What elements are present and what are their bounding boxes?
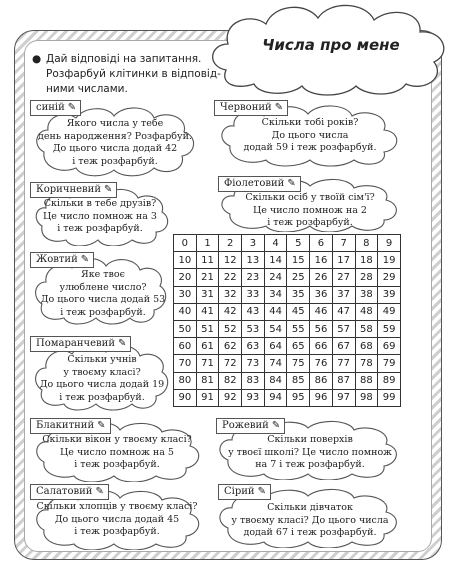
grid-cell[interactable]: 21 (196, 269, 219, 286)
label-text: Червоний (220, 102, 272, 113)
question-line: До цього числа (271, 129, 349, 141)
question-line: Скільки осіб у твоїй сім'ї? (245, 192, 375, 203)
grid-cell[interactable]: 22 (219, 269, 242, 286)
grid-cell[interactable]: 14 (264, 252, 287, 269)
grid-cell[interactable]: 40 (174, 303, 197, 320)
question-line: Скільки хлопців у твоєму класі? (36, 501, 198, 512)
label-text: Фіолетовий (224, 178, 285, 189)
grid-cell[interactable]: 90 (174, 389, 197, 406)
grid-row (174, 338, 401, 355)
grid-cell[interactable]: 43 (242, 303, 265, 320)
grid-cell[interactable]: 83 (242, 372, 265, 389)
grid-cell[interactable]: 78 (355, 355, 378, 372)
grid-cell[interactable]: 9 (378, 235, 401, 252)
pencil-icon: ✎ (80, 254, 90, 265)
grid-cell[interactable]: 54 (264, 320, 287, 337)
grid-cell[interactable]: 86 (310, 372, 333, 389)
grid-cell[interactable]: 62 (219, 338, 242, 355)
question-line: Це число помнож на 5 (60, 446, 174, 458)
label-text: Помаранчевий (36, 338, 115, 349)
grid-cell[interactable]: 89 (378, 372, 401, 389)
color-label-yellow (30, 252, 94, 268)
grid-cell[interactable]: 56 (310, 320, 333, 337)
question-text (34, 501, 200, 539)
intro-line-1: Дай відповіді на запитання. (46, 53, 202, 65)
label-text: синій (36, 102, 65, 113)
question-line: До цього числа додай 53 (40, 294, 166, 305)
grid-cell[interactable]: 80 (174, 372, 197, 389)
grid-cell[interactable]: 92 (219, 389, 242, 406)
grid-cell[interactable]: 58 (355, 320, 378, 337)
grid-cell[interactable]: 53 (242, 320, 265, 337)
grid-cell[interactable]: 10 (174, 252, 197, 269)
intro-instructions (34, 52, 234, 97)
grid-cell[interactable]: 49 (378, 303, 401, 320)
grid-cell[interactable]: 57 (332, 320, 355, 337)
grid-cell[interactable]: 44 (264, 303, 287, 320)
grid-cell[interactable]: 11 (196, 252, 219, 269)
task-violet (214, 176, 404, 232)
grid-cell[interactable]: 25 (287, 269, 310, 286)
label-text: Салатовий (36, 486, 93, 497)
grid-cell[interactable]: 82 (219, 372, 242, 389)
intro-line-2: Розфарбуй клітинки в відповід- (46, 68, 221, 80)
question-line: Скільки тобі років? (261, 117, 359, 128)
grid-cell[interactable]: 42 (219, 303, 242, 320)
pencil-icon: ✎ (118, 338, 127, 349)
grid-cell[interactable]: 26 (310, 269, 333, 286)
grid-cell[interactable]: 36 (310, 286, 333, 303)
grid-cell[interactable]: 79 (378, 355, 401, 372)
grid-cell[interactable]: 88 (355, 372, 378, 389)
grid-cell[interactable]: 20 (174, 269, 197, 286)
grid-cell[interactable]: 47 (332, 303, 355, 320)
grid-cell[interactable]: 93 (242, 389, 265, 406)
question-line: До цього числа додай 19 (39, 379, 165, 390)
pencil-icon: ✎ (287, 178, 296, 189)
question-text (218, 502, 402, 540)
grid-cell[interactable]: 45 (287, 303, 310, 320)
grid-cell[interactable]: 34 (264, 286, 287, 303)
grid-cell[interactable]: 74 (264, 355, 287, 372)
question-line: на 7 і теж розфарбуй. (255, 459, 365, 470)
question-line: у твоєї школі? Це число помнож (228, 446, 392, 458)
intro-line-3: ними числами. (46, 83, 128, 95)
grid-cell[interactable]: 39 (378, 286, 401, 303)
question-line: Скільки в тебе друзів? (43, 198, 157, 209)
task-blue (30, 100, 200, 178)
grid-cell[interactable]: 68 (355, 338, 378, 355)
label-text: Рожевий (222, 420, 269, 431)
task-orange (30, 336, 170, 412)
grid-cell[interactable]: 0 (174, 235, 197, 252)
grid-cell[interactable]: 85 (287, 372, 310, 389)
label-text: Сірий (224, 486, 255, 497)
color-label-violet (218, 176, 301, 192)
grid-row (174, 286, 401, 303)
grid-cell[interactable]: 91 (196, 389, 219, 406)
grid-cell[interactable]: 75 (287, 355, 310, 372)
grid-cell[interactable]: 65 (287, 338, 310, 355)
grid-cell[interactable]: 2 (219, 235, 242, 252)
grid-cell[interactable]: 69 (378, 338, 401, 355)
grid-cell[interactable]: 99 (378, 389, 401, 406)
grid-cell[interactable]: 76 (310, 355, 333, 372)
grid-cell[interactable]: 35 (287, 286, 310, 303)
grid-cell[interactable]: 66 (310, 338, 333, 355)
question-text (34, 434, 200, 472)
grid-cell[interactable]: 30 (174, 286, 197, 303)
grid-row (174, 269, 401, 286)
grid-cell[interactable]: 87 (332, 372, 355, 389)
question-line: До цього числа додай 42 (52, 143, 178, 154)
task-yellow (30, 252, 168, 326)
label-text: Коричневий (36, 184, 101, 195)
grid-cell[interactable]: 12 (219, 252, 242, 269)
color-label-green (30, 484, 109, 500)
task-green (30, 484, 202, 550)
grid-cell[interactable]: 73 (242, 355, 265, 372)
question-line: Скільки поверхів (267, 434, 353, 445)
grid-row (174, 320, 401, 337)
color-label-red (214, 100, 288, 116)
grid-cell[interactable]: 24 (264, 269, 287, 286)
grid-cell[interactable]: 41 (196, 303, 219, 320)
grid-cell[interactable]: 55 (287, 320, 310, 337)
grid-cell[interactable]: 50 (174, 320, 197, 337)
grid-cell[interactable]: 70 (174, 355, 197, 372)
task-red (214, 100, 404, 168)
grid-cell[interactable]: 23 (242, 269, 265, 286)
question-line: додай 67 і теж розфарбуй. (243, 527, 377, 538)
color-label-orange (30, 336, 131, 352)
grid-cell[interactable]: 5 (287, 235, 310, 252)
grid-cell[interactable]: 94 (264, 389, 287, 406)
question-line: Це число помнож на 2 (253, 204, 367, 216)
grid-cell[interactable]: 97 (332, 389, 355, 406)
grid-cell[interactable]: 17 (332, 252, 355, 269)
grid-cell[interactable]: 81 (196, 372, 219, 389)
question-line: і теж розфарбуй. (57, 223, 143, 234)
grid-cell[interactable]: 96 (310, 389, 333, 406)
grid-cell[interactable]: 27 (332, 269, 355, 286)
grid-cell[interactable]: 3 (242, 235, 265, 252)
question-line: і теж розфарбуй. (74, 459, 160, 470)
grid-cell[interactable]: 61 (196, 338, 219, 355)
grid-cell[interactable]: 95 (287, 389, 310, 406)
grid-cell[interactable]: 37 (332, 286, 355, 303)
grid-cell[interactable]: 13 (242, 252, 265, 269)
question-line: і теж розфарбуй. (267, 217, 353, 228)
grid-cell[interactable]: 64 (264, 338, 287, 355)
pencil-icon: ✎ (257, 486, 266, 497)
question-line: Яке твоє (81, 269, 125, 280)
task-pink (212, 418, 404, 480)
grid-cell[interactable]: 84 (264, 372, 287, 389)
grid-cell[interactable]: 67 (332, 338, 355, 355)
question-text (218, 434, 402, 472)
grid-cell[interactable]: 4 (264, 235, 287, 252)
question-line: Якого числа у тебе (66, 118, 164, 129)
grid-row (174, 355, 401, 372)
grid-cell[interactable]: 63 (242, 338, 265, 355)
pencil-icon: ✎ (97, 420, 106, 431)
label-text: Жовтий (36, 254, 78, 265)
question-line: Скільки дівчаток (267, 502, 353, 513)
number-grid-body (174, 235, 401, 407)
task-brown (30, 182, 170, 246)
grid-row (174, 372, 401, 389)
grid-cell[interactable]: 52 (219, 320, 242, 337)
question-text (220, 192, 400, 230)
grid-cell[interactable]: 31 (196, 286, 219, 303)
question-line: Скільки вікон у твоєму класі? (42, 434, 192, 445)
question-line: і теж розфарбуй. (59, 391, 145, 403)
question-text (38, 269, 168, 319)
number-grid (173, 234, 401, 407)
question-line: Це число помнож на 3 (43, 210, 157, 222)
grid-cell[interactable]: 32 (219, 286, 242, 303)
color-label-blue (30, 100, 81, 116)
color-label-lightblue (30, 418, 111, 434)
question-line: і теж розфарбуй. (72, 155, 158, 167)
question-line: у твоєму класі? (63, 366, 141, 378)
question-line: Скільки учнів (67, 354, 137, 365)
grid-cell[interactable]: 29 (378, 269, 401, 286)
grid-cell[interactable]: 18 (355, 252, 378, 269)
pencil-icon: ✎ (67, 102, 77, 113)
bullet-icon: ● (32, 53, 42, 65)
grid-cell[interactable]: 72 (219, 355, 242, 372)
grid-cell[interactable]: 59 (378, 320, 401, 337)
color-label-grey (218, 484, 271, 500)
question-line: і теж розфарбуй. (74, 526, 160, 537)
pencil-icon: ✎ (271, 420, 281, 431)
grid-cell[interactable]: 15 (287, 252, 310, 269)
grid-cell[interactable]: 38 (355, 286, 378, 303)
grid-row (174, 235, 401, 252)
grid-cell[interactable]: 16 (310, 252, 333, 269)
task-lightblue (30, 418, 202, 482)
grid-cell[interactable]: 48 (355, 303, 378, 320)
pencil-icon: ✎ (95, 486, 104, 497)
grid-cell[interactable]: 60 (174, 338, 197, 355)
grid-cell[interactable]: 6 (310, 235, 333, 252)
grid-row (174, 389, 401, 406)
pencil-icon: ✎ (274, 102, 284, 113)
question-line: день народження? Розфарбуй. (38, 130, 192, 142)
label-text: Блакитний (36, 420, 95, 431)
grid-cell[interactable]: 46 (310, 303, 333, 320)
page-title: Числа про мене (262, 36, 400, 54)
grid-row (174, 252, 401, 269)
grid-cell[interactable]: 7 (332, 235, 355, 252)
grid-cell[interactable]: 1 (196, 235, 219, 252)
grid-cell[interactable]: 19 (378, 252, 401, 269)
question-text (32, 198, 168, 236)
pencil-icon: ✎ (103, 184, 113, 195)
question-line: До цього числа додай 45 (54, 513, 180, 525)
grid-cell[interactable]: 77 (332, 355, 355, 372)
color-label-brown (30, 182, 117, 198)
question-line: улюблене число? (59, 281, 147, 293)
question-line: додай 59 і теж розфарбуй. (243, 142, 377, 153)
question-line: і теж розфарбуй. (60, 306, 146, 318)
question-text (36, 354, 168, 404)
grid-cell[interactable]: 51 (196, 320, 219, 337)
grid-row (174, 303, 401, 320)
grid-cell[interactable]: 33 (242, 286, 265, 303)
task-grey (212, 484, 404, 548)
question-text (220, 117, 400, 155)
grid-cell[interactable]: 98 (355, 389, 378, 406)
grid-cell[interactable]: 8 (355, 235, 378, 252)
question-line: у твоєму класі? До цього числа (231, 514, 389, 526)
color-label-pink (216, 418, 285, 434)
grid-cell[interactable]: 28 (355, 269, 378, 286)
grid-cell[interactable]: 71 (196, 355, 219, 372)
question-text (34, 118, 196, 168)
